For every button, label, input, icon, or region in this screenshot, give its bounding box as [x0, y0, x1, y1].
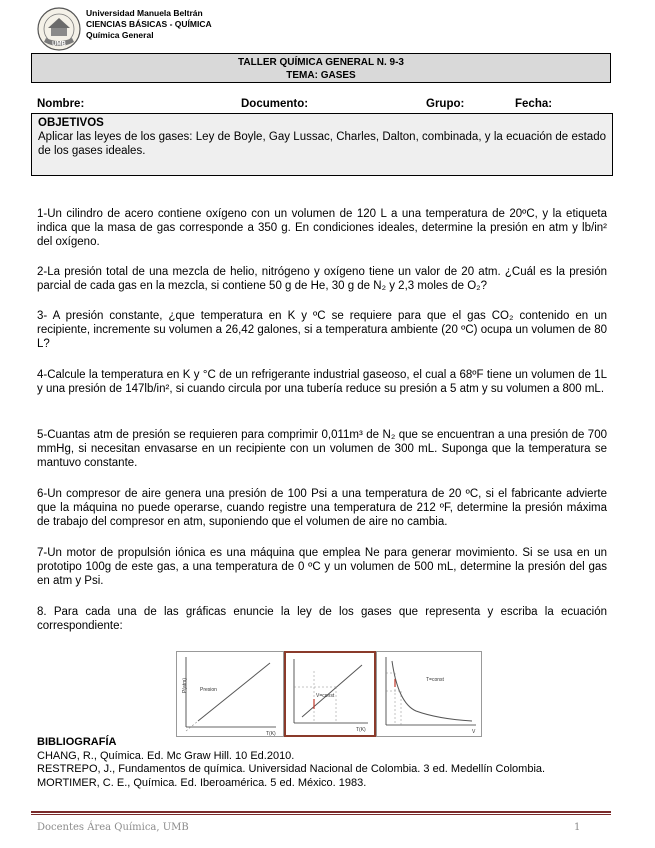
group-field-label: Grupo: [426, 98, 465, 110]
question-6: 6-Un compresor de aire genera una presión de 100 Psi a una temperatura de 20 ºC, si el fabricante advierte que la máquina no puede operarse, cuando registre una temperatura de 212 ºF, determine la presión máxima de trabajo del compresor en atm, suponiendo que el volumen de aire no cambia. [37, 488, 607, 528]
name-field-label: Nombre: [37, 98, 85, 110]
footer-divider-thin [31, 814, 611, 815]
umb-seal-logo [36, 6, 82, 52]
graph1-x-label: T(K) [266, 731, 276, 737]
document-field-label: Documento: [241, 98, 309, 110]
footer-credit: Docentes Área Química, UMB [37, 822, 189, 833]
graph3-x-label: V [472, 729, 476, 735]
reference-item: MORTIMER, C. E., Química. Ed. Iberoamérica. 5 ed. México. 1983. [37, 776, 367, 789]
objectives-box [31, 113, 613, 176]
question-1: 1-Un cilindro de acero contiene oxígeno con un volumen de 120 L a una temperatura de 20ºC, y la etiqueta indica que la masa de gas corresponde a 350 g. En condiciones ideales, determine la presión en atm y lb/in² del oxígeno. [37, 208, 607, 248]
graph1-y-label: P(atm) [182, 678, 188, 693]
page-header [36, 6, 616, 52]
graph3-curve-label: T=const [426, 677, 444, 683]
course-name: Química General [86, 30, 154, 40]
gas-law-graphs [176, 651, 482, 737]
graph2-curve-label: V=const [316, 693, 335, 699]
date-field-label: Fecha: [515, 98, 553, 110]
workshop-title: TALLER QUÍMICA GENERAL N. 9-3 [238, 57, 404, 68]
graph-pressure-volume [376, 651, 482, 737]
question-2: 2-La presión total de una mezcla de helio, nitrógeno y oxígeno tiene un valor de 20 atm. ¿Cuál es la presión parcial de cada gas en la mezcla, si contiene 50 g de He, 30 g de N₂ y 2,3 moles de O₂? [37, 266, 607, 292]
graph2-x-label: T(K) [356, 727, 366, 733]
objectives-title: OBJETIVOS [38, 117, 104, 129]
question-8: 8. Para cada una de las gráficas enuncie la ley de los gases que representa y escriba la ecuación correspondiente: [37, 606, 607, 632]
graph-pressure-temperature [176, 651, 284, 737]
question-4: 4-Calcule la temperatura en K y °C de un refrigerante industrial gaseoso, el cual a 68ºF tiene un volumen de 1L y una presión de 147lb/in², si cuando circula por una tubería reduce su presión a 5 atm y su volumen a 800 mL. [37, 369, 607, 395]
seal-text: UMB [52, 41, 66, 48]
reference-item: RESTREPO, J., Fundamentos de química. Universidad Nacional de Colombia. 3 ed. Medellín Colombia. [37, 763, 546, 775]
objectives-text: Aplicar las leyes de los gases: Ley de Boyle, Gay Lussac, Charles, Dalton, combinada, y la ecuación de estado de los gases ideales. [38, 131, 606, 157]
reference-item: CHANG, R., Química. Ed. Mc Graw Hill. 10 Ed.2010. [37, 749, 295, 762]
bibliography-title: BIBLIOGRAFÍA [37, 736, 117, 748]
topic-title: TEMA: GASES [286, 70, 356, 81]
bibliography [37, 736, 607, 790]
graph1-curve-label: Presion [200, 687, 217, 693]
footer-divider [31, 811, 611, 813]
title-box [31, 53, 611, 83]
university-name: Universidad Manuela Beltrán [86, 8, 203, 18]
graph-volume-constant [284, 651, 376, 737]
page-number: 1 [574, 822, 581, 833]
department-name: CIENCIAS BÁSICAS - QUÍMICA [86, 19, 212, 29]
question-3: 3- A presión constante, ¿que temperatura en K y ºC se requiere para que el gas CO₂ contenido en un recipiente, incremente su volumen a 26,42 galones, si a temperatura ambiente (20 ºC) ocupa un volumen de 80 L? [37, 310, 607, 350]
question-5: 5-Cuantas atm de presión se requieren para comprimir 0,011m³ de N₂ que se encuentran a una presión de 700 mmHg, si necesitan envasarse en un recipiente con un volumen de 300 mL. Suponga que la temperatura se mantuvo constante. [37, 429, 607, 469]
question-7: 7-Un motor de propulsión iónica es una máquina que emplea Ne para generar movimiento. Si se usa en un prototipo 100g de este gas, a una temperatura de 0 ºC y un volumen de 500 mL, determine la presión del gas en atm y Psi. [37, 547, 607, 587]
